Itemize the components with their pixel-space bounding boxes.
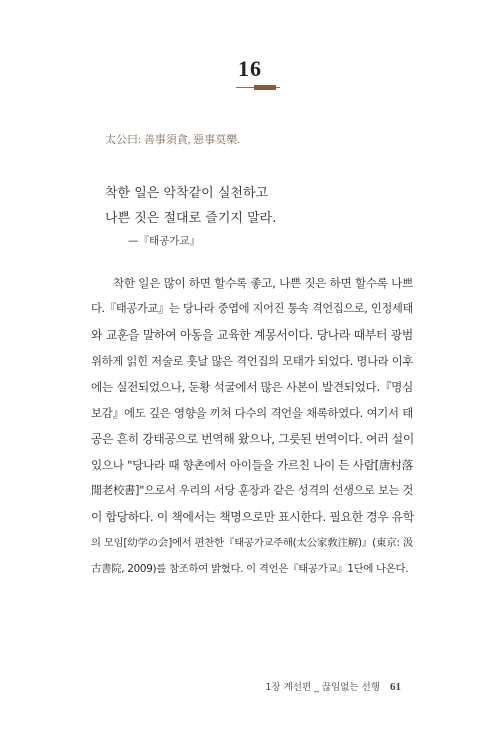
paragraph-line: 이 합당하다. 이 책에서는 책명으로만 표시한다. 필요한 경우 유학 — [91, 510, 414, 524]
page-footer — [265, 679, 401, 693]
paragraph-line: 와 교훈을 말하여 아동을 교육한 계몽서이다. 당나라 때부터 광범 — [91, 328, 413, 342]
commentary-paragraph — [91, 270, 413, 582]
paragraph-line: 에는 실전되었으나, 둔황 석굴에서 많은 사본이 발견되었다.『명심 — [91, 380, 413, 394]
chapter-number: 16 — [238, 56, 262, 81]
paragraph-line: 의 모임[幼学の会]에서 편찬한『태공가교주해(太公家敎注解)』(東京: 汲 — [91, 537, 413, 549]
quote-source: —『태공가교』 — [128, 235, 201, 247]
paragraph-line: 공은 흔히 강태공으로 번역해 왔으나, 그릇된 번역이다. 여러 설이 — [91, 432, 414, 446]
translation-line: 착한 일은 악착같이 실천하고 — [105, 186, 269, 201]
paragraph-line: 위하게 읽힌 저술로 훗날 많은 격언집의 모태가 되었다. 명나라 이후 — [91, 354, 414, 368]
paragraph-line: 있으나 "당나라 때 향촌에서 아이들을 가르친 나이 든 사람[唐村落 — [91, 458, 413, 472]
translation-line: 나쁜 짓은 절대로 즐기지 말라. — [105, 211, 277, 226]
paragraph-line: 古書院, 2009)를 참조하여 밝혔다. 이 격언은『태공가교』1단에 나온다. — [91, 563, 409, 575]
paragraph-line: 閒老校書]"으로서 우리의 서당 훈장과 같은 성격의 선생으로 보는 것 — [91, 484, 413, 497]
running-head: 1장 계선편 _ 끊임없는 선행 — [265, 682, 380, 693]
original-quote: 太公曰: 善事須貪, 惡事莫樂. — [105, 134, 241, 146]
page-number: 61 — [390, 681, 401, 693]
paragraph-line: 착한 일은 많이 하면 할수록 좋고, 나쁜 짓은 하면 할수록 나쁘 — [113, 276, 413, 290]
paragraph-line: 보감』에도 깊은 영향을 끼쳐 다수의 격언을 채록하였다. 여기서 태 — [91, 406, 413, 420]
paragraph-line: 다.『태공가교』는 당나라 중엽에 지어진 통속 격언집으로, 인정세태 — [91, 302, 413, 315]
chapter-divider-block — [254, 85, 276, 90]
